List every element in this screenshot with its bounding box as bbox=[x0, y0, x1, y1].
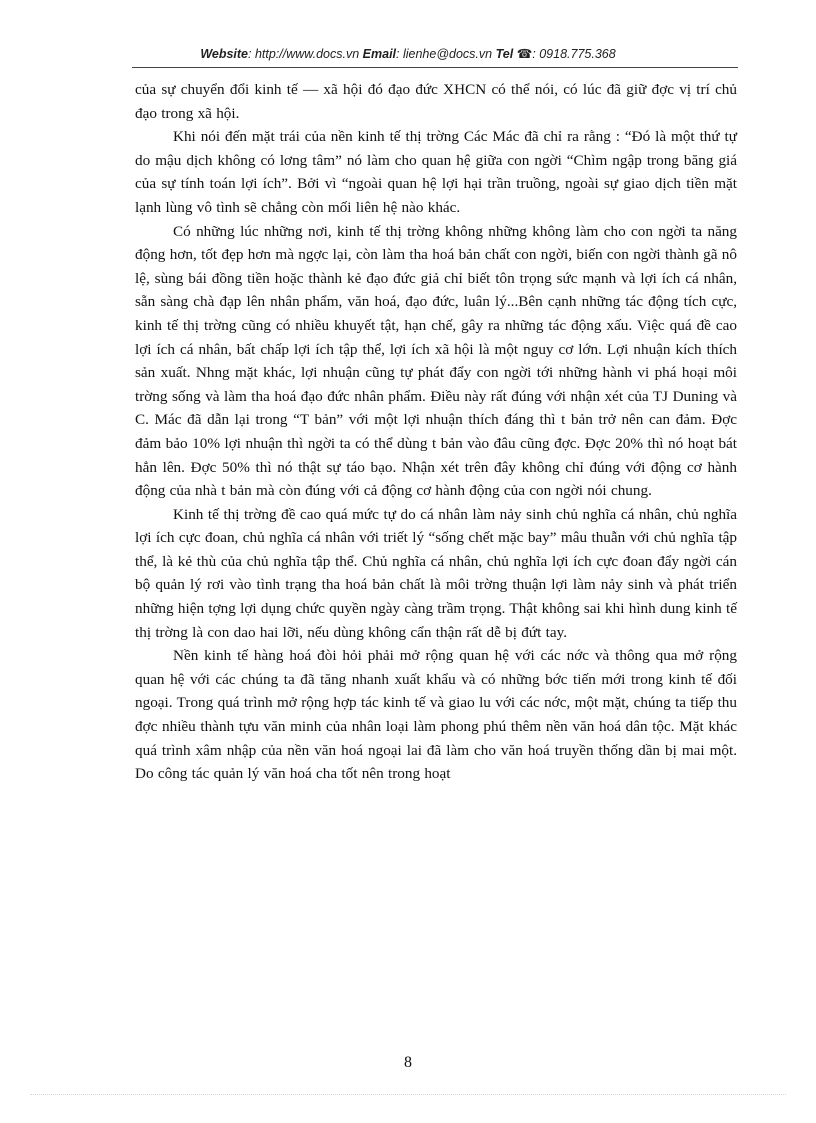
paragraph: Khi nói đến mặt trái của nền kinh tế thị trờng Các Mác đã chỉ ra rằng : “Đó là một thứ tự do mậu dịch không có lơng tâm” nó làm cho quan hệ giữa con ngời “Chìm ngập trong băng giá của sự tính toán lợi ích”. Bởi vì “ngoài quan hệ lợi hại trần truồng, ngoài sự giao dịch tiền mặt lạnh lùng vô tình sẽ chẳng còn mối liên hệ nào khác. bbox=[135, 128, 737, 216]
paragraph: Có những lúc những nơi, kinh tế thị trờng không những không làm cho con ngời ta năng động hơn, tốt đẹp hơn mà ngợc lại, còn làm tha hoá bản chất con ngời, biến con ngời thành gã nô lệ, sùng bái đồng tiền hoặc thành kẻ đạo đức giả chỉ biết tôn trọng sức mạnh và lợi ích cá nhân, sẵn sàng chà đạp lên nhân phẩm, văn hoá, đạo đức, luân lý...Bên cạnh những tác động tích cực, kinh tế thị trờng cũng có nhiều khuyết tật, hạn chế, gây ra những tác động xấu. Việc quá đề cao lợi ích cá nhân, bất chấp lợi ích tập thể, lợi ích xã hội là một nguy cơ lớn. Lợi nhuận kích thích sản xuất. Nhng mặt khác, lợi nhuận cũng tự phát đẩy con ngời tới những hành vi phá hoại môi trờng sống và làm tha hoá đạo đức nhân phẩm. Điều này rất đúng với nhận xét của TJ Duning và C. Mác đã dẫn lại trong “T bản” với một lợi nhuận thích đáng thì t bản trở nên can đảm. Đợc đảm bảo 10% lợi nhuận thì ngời ta có thể dùng t bản vào đâu cũng đợc. Đợc 20% thì nó hoạt bát hẳn lên. Đợc 50% thì nó thật sự táo bạo. Nhận xét trên đây không chỉ đúng với động cơ hành động của nhà t bản mà còn đúng với cả động cơ hành động của con ngời nói chung. bbox=[135, 222, 737, 500]
website-value: : http://www.docs.vn bbox=[248, 47, 360, 61]
paragraph: của sự chuyển đổi kinh tế — xã hội đó đạo đức XHCN có thể nói, có lúc đã giữ đợc vị trí chủ đạo trong xã hội. bbox=[135, 81, 737, 122]
document-body bbox=[135, 78, 737, 786]
paragraph: Nền kinh tế hàng hoá đòi hỏi phải mở rộng quan hệ với các nớc và thông qua mở rộng quan hệ với các chúng ta đã tăng nhanh xuất khẩu và có những bớc tiến mới trong kinh tế đối ngoại. Trong quá trình mở rộng hợp tác kinh tế và giao lu với các nớc, một mặt, chúng ta tiếp thu đợc nhiều thành tựu văn minh của nhân loại làm phong phú thêm nền văn hoá dân tộc. Mặt khác quá trình xâm nhập của nền văn hoá ngoại lai đã làm cho văn hoá truyền thống dần bị mai một. Do công tác quản lý văn hoá cha tốt nên trong hoạt bbox=[135, 647, 737, 783]
phone-icon: ☎ bbox=[516, 47, 533, 61]
website-label: Website bbox=[200, 47, 249, 61]
paragraph: Kinh tế thị trờng đề cao quá mức tự do cá nhân làm nảy sinh chủ nghĩa cá nhân, chủ nghĩa lợi ích cực đoan, chủ nghĩa cá nhân với triết lý “sống chết mặc bay” mâu thuẫn với chủ nghĩa tập thể, là kẻ thù của chủ nghĩa tập thể. Chủ nghĩa cá nhân, chủ nghĩa lợi ích cực đoan đẩy ngời cán bộ quản lý rơi vào tình trạng tha hoá bản chất là môi trờng thuận lợi làm nảy sinh và phát triển những hiện tợng lợi dụng chức quyền ngày càng trầm trọng. Thật không sai khi hình dung kinh tế thị trờng là con dao hai lỡi, nếu dùng không cẩn thận rất dễ bị đứt tay. bbox=[135, 505, 737, 641]
page-number: 8 bbox=[404, 1054, 412, 1071]
email-label: Email bbox=[362, 47, 397, 61]
page-header bbox=[0, 46, 816, 61]
tel-value: : 0918.775.368 bbox=[532, 47, 616, 61]
header-divider bbox=[132, 67, 738, 68]
tel-label: Tel bbox=[495, 47, 514, 61]
footer-divider bbox=[30, 1094, 786, 1095]
email-value: : lienhe@docs.vn bbox=[396, 47, 493, 61]
